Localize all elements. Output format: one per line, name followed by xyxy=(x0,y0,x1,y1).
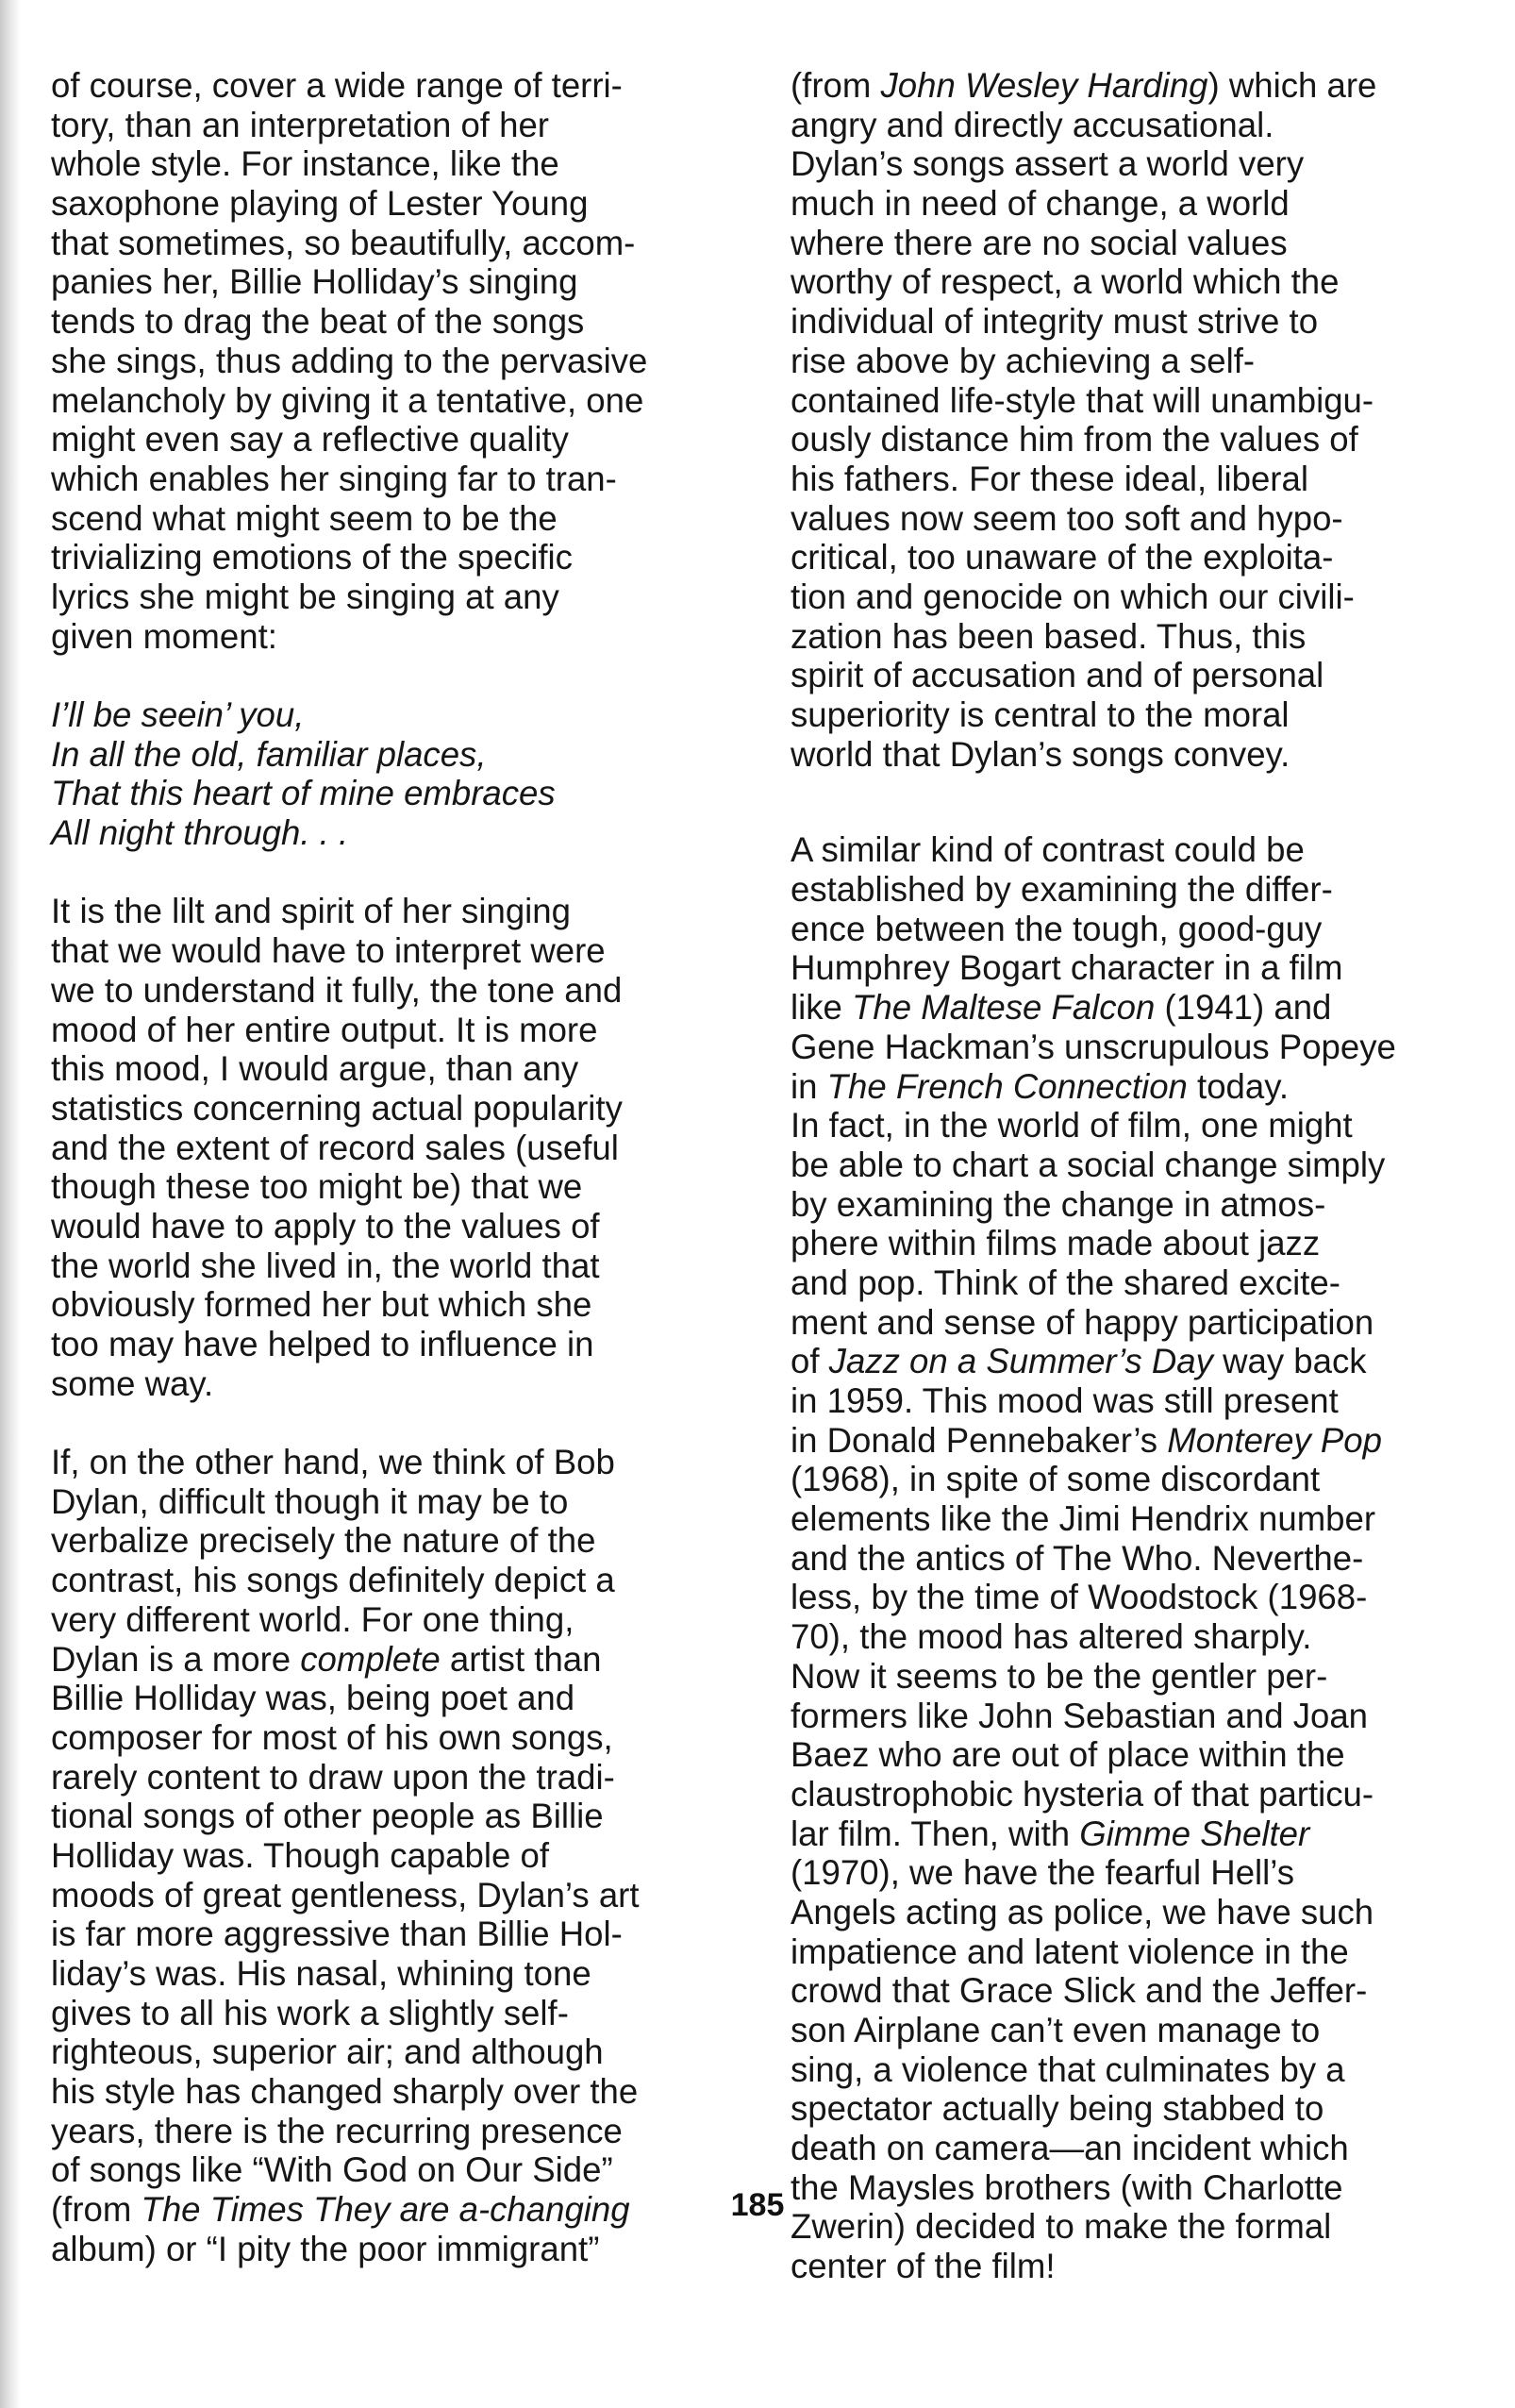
text-run: formers like John Sebastian and Joan xyxy=(791,1696,1369,1735)
text-run: contrast, his songs definitely depict a xyxy=(51,1561,615,1600)
text-run: we to understand it fully, the tone and xyxy=(51,970,623,1010)
right-column-line xyxy=(791,262,1470,302)
binding-shadow xyxy=(0,0,21,2408)
text-run: (1968), in spite of some discordant xyxy=(791,1460,1321,1499)
left-column-line xyxy=(51,538,730,577)
left-column-line xyxy=(51,460,730,499)
right-column-line xyxy=(791,695,1470,735)
left-column-line xyxy=(51,302,730,342)
right-column-line xyxy=(791,656,1470,695)
left-column-line xyxy=(51,2112,730,2151)
right-column-line xyxy=(791,460,1470,499)
text-run: lar film. Then, with xyxy=(791,1814,1080,1853)
right-column-line xyxy=(791,2050,1470,2090)
text-run: world that Dylan’s songs convey. xyxy=(791,734,1290,774)
right-text-column xyxy=(791,66,1470,2286)
text-run: gives to all his work a slightly self- xyxy=(51,1993,569,2032)
text-run: center of the film! xyxy=(791,2247,1056,2286)
left-column-line xyxy=(51,2072,730,2112)
text-run: like xyxy=(791,988,853,1028)
text-run: tion and genocide on which our civili- xyxy=(791,577,1355,616)
right-column-line xyxy=(791,2089,1470,2129)
text-run: phere within films made about jazz xyxy=(791,1224,1321,1263)
italic-text: All night through. . . xyxy=(51,813,349,853)
right-column-line xyxy=(791,538,1470,577)
text-run: Zwerin) decided to make the formal xyxy=(791,2207,1332,2247)
right-column-line xyxy=(791,1224,1470,1263)
text-run: son Airplane can’t even manage to xyxy=(791,2011,1321,2049)
left-column-line xyxy=(51,1011,730,1050)
right-column-line xyxy=(791,1381,1470,1421)
right-column-line xyxy=(791,988,1470,1028)
text-run: crowd that Grace Slick and the Jeffer- xyxy=(791,1971,1368,2011)
text-run: and the antics of The Who. Neverthe- xyxy=(791,1538,1364,1578)
left-column-line xyxy=(51,617,730,657)
text-run: the Maysles brothers (with Charlotte xyxy=(791,2167,1343,2207)
left-column-line xyxy=(51,381,730,421)
right-column-line xyxy=(791,830,1470,870)
text-run: way back xyxy=(1212,1342,1367,1381)
left-column-line xyxy=(51,1954,730,1994)
right-column-line xyxy=(791,1499,1470,1539)
text-run: some way. xyxy=(51,1363,214,1403)
left-column-line xyxy=(51,813,730,853)
left-column-line xyxy=(51,420,730,460)
italic-text: complete xyxy=(300,1639,441,1679)
text-run: sing, a violence that culminates by a xyxy=(791,2049,1345,2089)
text-run: album) or “I pity the poor immigrant” xyxy=(51,2229,600,2268)
text-run: liday’s was. His nasal, whining tone xyxy=(51,1954,591,1993)
text-run: Angels acting as police, we have such xyxy=(791,1892,1374,1931)
left-column-line xyxy=(51,1443,730,1482)
text-run: ment and sense of happy participation xyxy=(791,1302,1374,1342)
right-column-line xyxy=(791,1185,1470,1225)
text-run: zation has been based. Thus, this xyxy=(791,616,1307,656)
text-run: Now it seems to be the gentler per- xyxy=(791,1656,1328,1696)
text-run: panies her, Billie Holliday’s singing xyxy=(51,262,578,302)
left-column-line xyxy=(51,2230,730,2269)
italic-text: Monterey Pop xyxy=(1167,1420,1382,1460)
left-column-line xyxy=(51,2150,730,2190)
left-column-line xyxy=(51,1049,730,1089)
left-column-line xyxy=(51,1994,730,2033)
text-run: statistics concerning actual popularity xyxy=(51,1088,623,1128)
text-run: in 1959. This mood was still present xyxy=(791,1381,1339,1420)
text-run: his style has changed sharply over the xyxy=(51,2072,639,2112)
text-run: artist than xyxy=(440,1639,602,1679)
page-number: 185 xyxy=(730,2187,785,2223)
italic-text: In all the old, familiar places, xyxy=(51,734,487,774)
text-run: (from xyxy=(791,66,881,105)
text-run: In fact, in the world of film, one might xyxy=(791,1106,1353,1145)
text-run: and pop. Think of the shared excite- xyxy=(791,1263,1340,1302)
right-column-line xyxy=(791,1893,1470,1932)
paragraph-gap xyxy=(51,853,730,893)
text-run: rarely content to draw upon the tradi- xyxy=(51,1757,615,1797)
italic-text: The Maltese Falcon xyxy=(852,988,1156,1028)
text-run: tends to drag the beat of the songs xyxy=(51,302,585,342)
left-column-line xyxy=(51,735,730,775)
left-column-line xyxy=(51,1915,730,1954)
right-column-line xyxy=(791,1263,1470,1303)
text-run: she sings, thus adding to the pervasive xyxy=(51,341,648,380)
right-column-line xyxy=(791,1853,1470,1893)
text-run: claustrophobic hysteria of that particu- xyxy=(791,1774,1374,1814)
left-column-line xyxy=(51,774,730,813)
text-run: lyrics she might be singing at any xyxy=(51,577,559,616)
left-column-line xyxy=(51,1364,730,1404)
left-column-line xyxy=(51,1325,730,1364)
right-column-line xyxy=(791,106,1470,145)
text-run: where there are no social values xyxy=(791,223,1288,262)
italic-text: The French Connection xyxy=(826,1066,1188,1106)
text-run: this mood, I would argue, than any xyxy=(51,1049,579,1089)
text-run: very different world. For one thing, xyxy=(51,1599,574,1639)
right-column-line xyxy=(791,1067,1470,1107)
text-run: spirit of accusation and of personal xyxy=(791,656,1324,695)
right-column-line xyxy=(791,1578,1470,1617)
text-run: and the extent of record sales (useful xyxy=(51,1128,619,1167)
left-column-line xyxy=(51,1876,730,1915)
text-run: Dylan is a more xyxy=(51,1639,301,1679)
text-run: though these too might be) that we xyxy=(51,1167,583,1207)
left-column-line xyxy=(51,224,730,263)
text-run: critical, too unaware of the exploita- xyxy=(791,538,1334,577)
text-run: Billie Holliday was, being poet and xyxy=(51,1679,575,1718)
text-run: superiority is central to the moral xyxy=(791,695,1290,734)
text-run: years, there is the recurring presence xyxy=(51,2111,623,2150)
left-column-line xyxy=(51,931,730,971)
right-column-line xyxy=(791,1617,1470,1657)
text-run: in Donald Pennebaker’s xyxy=(791,1420,1168,1460)
text-run: It is the lilt and spirit of her singing xyxy=(51,892,571,931)
right-column-line xyxy=(791,577,1470,617)
right-column-line xyxy=(791,224,1470,263)
right-column-line xyxy=(791,2247,1470,2286)
text-run: angry and directly accusational. xyxy=(791,105,1274,144)
text-run: spectator actually being stabbed to xyxy=(791,2089,1324,2129)
text-run: obviously formed her but which she xyxy=(51,1285,592,1325)
right-column-line xyxy=(791,184,1470,224)
right-column-line xyxy=(791,1028,1470,1067)
right-column-line xyxy=(791,420,1470,460)
left-column-line xyxy=(51,2032,730,2072)
text-run: which enables her singing far to tran- xyxy=(51,459,617,498)
right-column-line xyxy=(791,617,1470,657)
text-run: values now seem too soft and hypo- xyxy=(791,498,1343,538)
text-run: saxophone playing of Lester Young xyxy=(51,184,589,224)
text-run: of songs like “With God on Our Side” xyxy=(51,2150,613,2190)
right-column-line xyxy=(791,342,1470,381)
left-column-line xyxy=(51,1167,730,1207)
text-run: would have to apply to the values of xyxy=(51,1206,600,1246)
left-column-line xyxy=(51,262,730,302)
left-column-line xyxy=(51,1207,730,1246)
text-run: Dylan, difficult though it may be to xyxy=(51,1481,569,1521)
text-run: melancholy by giving it a tentative, one xyxy=(51,380,644,420)
text-run: rise above by achieving a self- xyxy=(791,341,1256,380)
left-column-line xyxy=(51,1561,730,1600)
right-column-line xyxy=(791,302,1470,342)
text-run: Dylan’s songs assert a world very xyxy=(791,144,1305,184)
right-column-line xyxy=(791,1657,1470,1697)
right-column-line xyxy=(791,735,1470,775)
text-run: his fathers. For these ideal, liberal xyxy=(791,459,1308,498)
text-run: that sometimes, so beautifully, accom- xyxy=(51,223,636,262)
right-column-line xyxy=(791,1303,1470,1343)
right-column-line xyxy=(791,66,1470,106)
right-column-line xyxy=(791,381,1470,421)
text-run: scend what might seem to be the xyxy=(51,498,558,538)
text-run: (1970), we have the fearful Hell’s xyxy=(791,1853,1295,1893)
left-column-line xyxy=(51,1797,730,1836)
text-run: composer for most of his own songs, xyxy=(51,1717,613,1757)
text-run: is far more aggressive than Billie Hol- xyxy=(51,1915,623,1954)
right-column-line xyxy=(791,499,1470,539)
left-column-line xyxy=(51,1521,730,1561)
italic-text: Gimme Shelter xyxy=(1079,1814,1310,1853)
left-column-line xyxy=(51,1129,730,1168)
left-column-line xyxy=(51,1836,730,1876)
text-run: Holliday was. Though capable of xyxy=(51,1835,550,1875)
left-column-line xyxy=(51,106,730,145)
text-run: moods of great gentleness, Dylan’s art xyxy=(51,1875,640,1915)
text-run: trivializing emotions of the specific xyxy=(51,538,573,577)
left-column-line xyxy=(51,1285,730,1325)
text-run: established by examining the differ- xyxy=(791,870,1333,910)
text-run: Gene Hackman’s unscrupulous Popeye xyxy=(791,1027,1396,1066)
right-column-line xyxy=(791,1814,1470,1854)
left-column-line xyxy=(51,1718,730,1758)
italic-text: Jazz on a Summer’s Day xyxy=(828,1342,1213,1381)
text-run: worthy of respect, a world which the xyxy=(791,262,1340,302)
text-run: in xyxy=(791,1066,827,1106)
paragraph-gap xyxy=(791,774,1470,830)
right-column-line xyxy=(791,1539,1470,1579)
right-column-line xyxy=(791,910,1470,949)
text-run: too may have helped to influence in xyxy=(51,1325,594,1363)
left-column-line xyxy=(51,1758,730,1798)
right-column-line xyxy=(791,144,1470,184)
italic-text: John Wesley Harding xyxy=(880,66,1208,105)
text-run: A similar kind of contrast could be xyxy=(791,830,1305,870)
text-run: elements like the Jimi Hendrix number xyxy=(791,1499,1376,1539)
text-run: given moment: xyxy=(51,616,277,656)
left-column-line xyxy=(51,892,730,931)
text-run: ence between the tough, good-guy xyxy=(791,909,1323,948)
right-column-line xyxy=(791,1342,1470,1381)
left-column-line xyxy=(51,499,730,539)
text-run: ously distance him from the values of xyxy=(791,420,1358,460)
text-run: the world she lived in, the world that xyxy=(51,1246,600,1285)
text-run: (1941) and xyxy=(1155,988,1332,1028)
right-column-line xyxy=(791,2011,1470,2050)
right-column-line xyxy=(791,1697,1470,1736)
right-column-line xyxy=(791,1145,1470,1185)
right-column-line xyxy=(791,1971,1470,2011)
text-run: Humphrey Bogart character in a film xyxy=(791,948,1343,988)
left-column-line xyxy=(51,971,730,1011)
text-run: of course, cover a wide range of terri- xyxy=(51,66,623,105)
right-column-line xyxy=(791,1775,1470,1814)
text-run: Baez who are out of place within the xyxy=(791,1735,1345,1775)
right-column-line xyxy=(791,1460,1470,1499)
right-column-line xyxy=(791,1932,1470,1972)
right-column-line xyxy=(791,1421,1470,1461)
left-column-line xyxy=(51,577,730,617)
text-run: might even say a reflective quality xyxy=(51,420,569,460)
text-run: today. xyxy=(1187,1066,1289,1106)
text-run: impatience and latent violence in the xyxy=(791,1931,1349,1971)
text-run: death on camera—an incident which xyxy=(791,2129,1349,2168)
left-column-line xyxy=(51,66,730,106)
right-column-line xyxy=(791,948,1470,988)
left-column-line xyxy=(51,1600,730,1640)
text-run: by examining the change in atmos- xyxy=(791,1184,1326,1224)
text-run: (from xyxy=(51,2190,142,2230)
text-run: tory, than an interpretation of her xyxy=(51,105,549,144)
paragraph-gap xyxy=(51,1403,730,1443)
italic-text: That this heart of mine embraces xyxy=(51,774,556,813)
right-column-line xyxy=(791,1106,1470,1145)
left-column-line xyxy=(51,184,730,224)
left-column-line xyxy=(51,1246,730,1286)
right-column-line xyxy=(791,2129,1470,2168)
left-column-line xyxy=(51,144,730,184)
right-column-line xyxy=(791,870,1470,910)
italic-text: The Times They are a-changing xyxy=(141,2190,630,2230)
text-run: mood of her entire output. It is more xyxy=(51,1010,598,1049)
text-run: individual of integrity must strive to xyxy=(791,302,1319,342)
text-run: be able to chart a social change simply xyxy=(791,1145,1386,1184)
text-run: that we would have to interpret were xyxy=(51,931,606,971)
text-run: tional songs of other people as Billie xyxy=(51,1797,604,1836)
text-run: verbalize precisely the nature of the xyxy=(51,1521,596,1561)
right-column-line xyxy=(791,1735,1470,1775)
text-run: If, on the other hand, we think of Bob xyxy=(51,1443,615,1482)
text-run: contained life-style that will unambigu- xyxy=(791,380,1374,420)
left-text-column xyxy=(51,66,730,2269)
text-run: ) which are xyxy=(1207,66,1377,105)
paragraph-gap xyxy=(51,656,730,695)
left-column-line xyxy=(51,342,730,381)
text-run: 70), the mood has altered sharply. xyxy=(791,1617,1312,1657)
left-column-line xyxy=(51,1089,730,1129)
left-column-line xyxy=(51,1482,730,1522)
left-column-line xyxy=(51,1640,730,1680)
left-column-line xyxy=(51,1679,730,1718)
text-run: of xyxy=(791,1342,829,1381)
text-run: righteous, superior air; and although xyxy=(51,2032,604,2072)
text-run: much in need of change, a world xyxy=(791,184,1290,224)
left-column-line xyxy=(51,695,730,735)
italic-text: I’ll be seein’ you, xyxy=(51,695,305,734)
text-run: whole style. For instance, like the xyxy=(51,144,559,184)
text-run: less, by the time of Woodstock (1968- xyxy=(791,1578,1368,1617)
